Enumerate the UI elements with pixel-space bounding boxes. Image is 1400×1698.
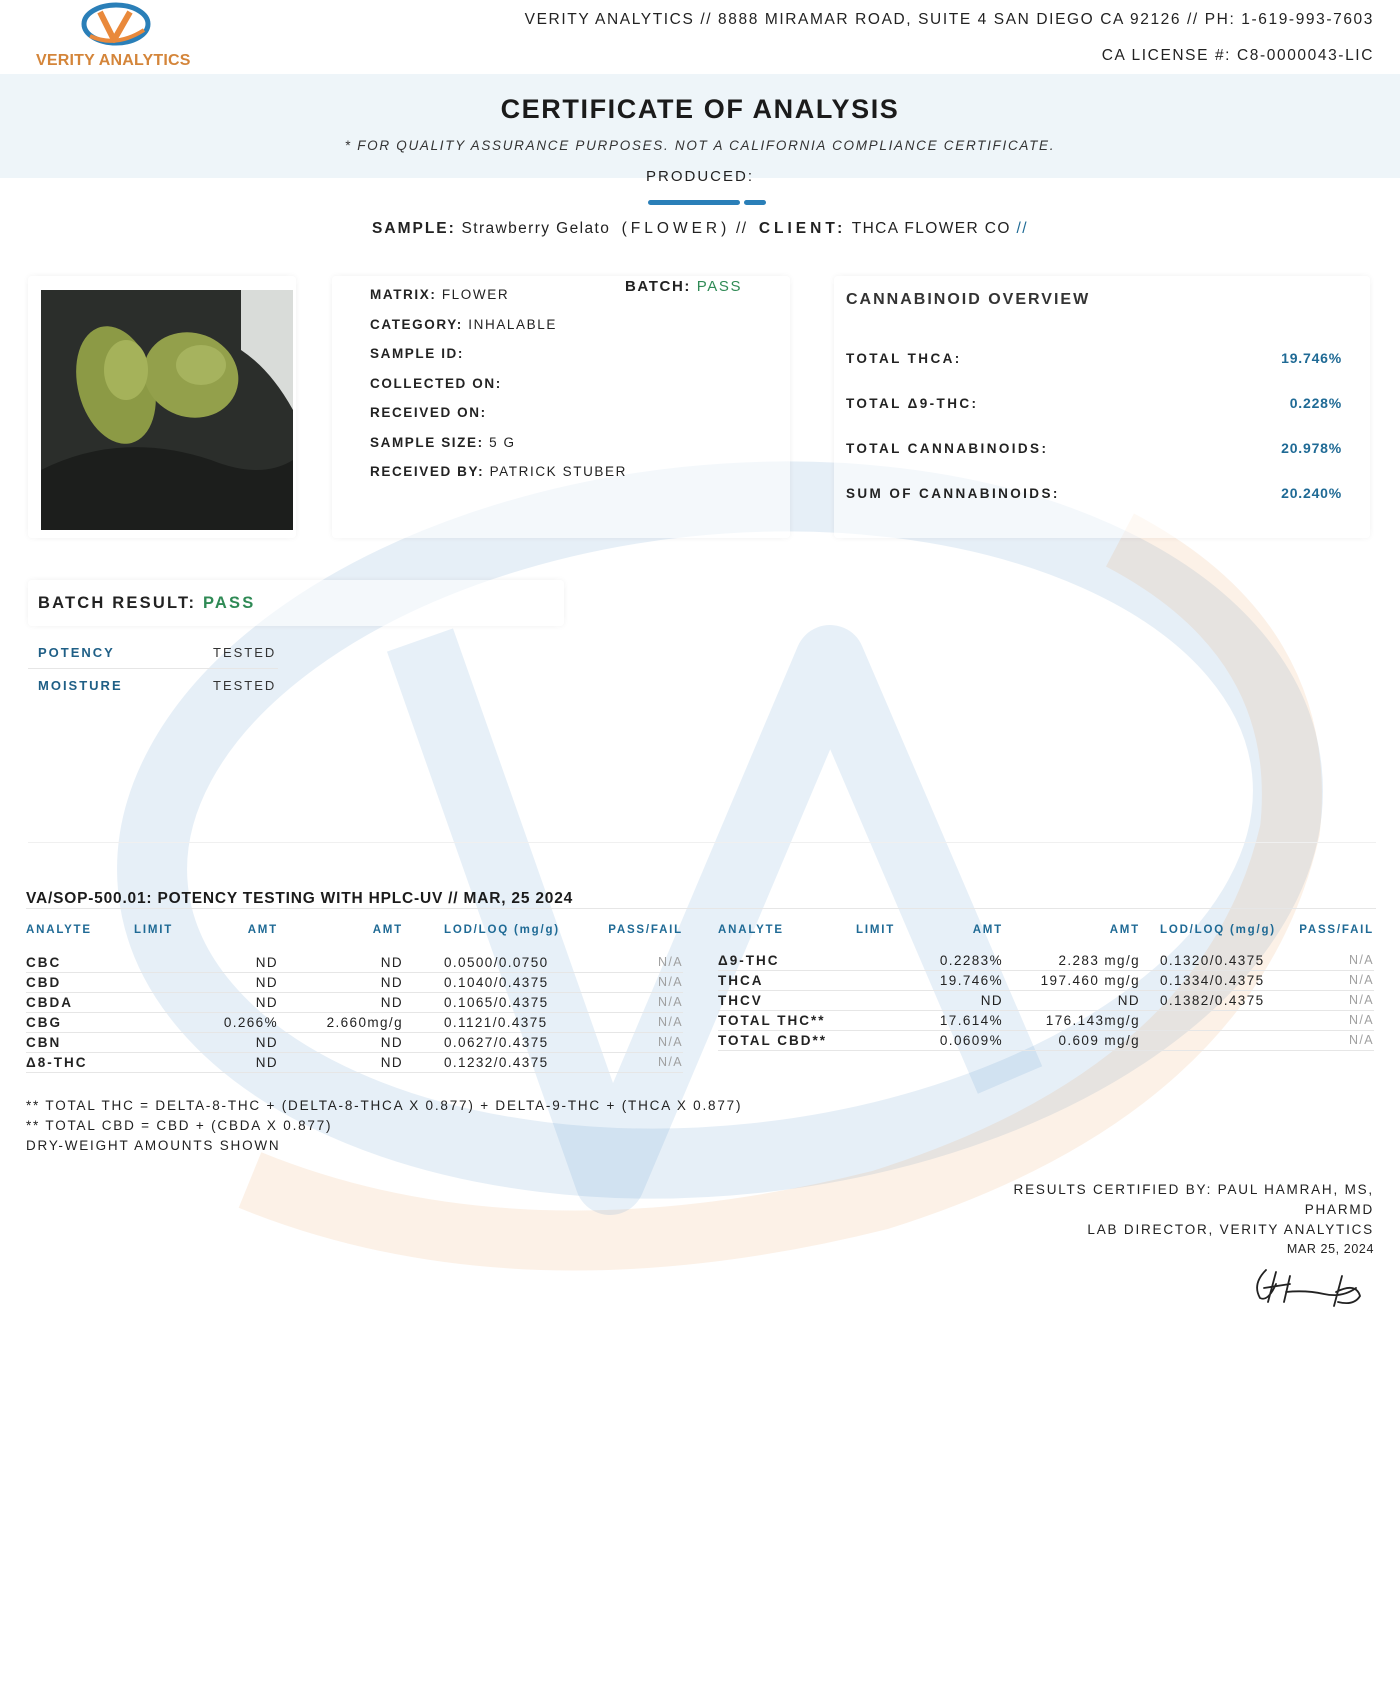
test-status: TESTED [213, 645, 277, 660]
lod-loq-cell: 0.0627/0.4375 [444, 1035, 549, 1050]
pass-fail-cell: N/A [1348, 953, 1374, 967]
column-header: PASS/FAIL [608, 924, 683, 936]
analyte-cell: TOTAL CBD** [718, 1033, 828, 1048]
row-divider [718, 990, 1374, 991]
signature-icon [1246, 1262, 1370, 1312]
row-divider [26, 1052, 683, 1053]
sample-size-label: SAMPLE SIZE: [370, 435, 484, 450]
amount-percent-cell: ND [255, 955, 278, 970]
certified-degree: PHARMD [1304, 1202, 1374, 1217]
amount-mg-cell: ND [380, 955, 403, 970]
sample-size-row [370, 435, 516, 450]
pass-fail-cell: N/A [657, 1035, 683, 1049]
overview-value: 20.240% [1281, 485, 1342, 501]
overview-value: 19.746% [1281, 350, 1342, 366]
pass-fail-cell: N/A [657, 1055, 683, 1069]
analyte-cell: CBDA [26, 995, 73, 1010]
amount-percent-cell: 17.614% [939, 1013, 1003, 1028]
column-header: ANALYTE [26, 924, 92, 936]
amount-mg-cell: 0.609 mg/g [1058, 1033, 1140, 1048]
certified-title: LAB DIRECTOR, VERITY ANALYTICS [1087, 1222, 1374, 1237]
amount-mg-cell: 2.660mg/g [326, 1015, 403, 1030]
received-by-row [370, 464, 627, 479]
accent-bar [648, 200, 740, 205]
pass-fail-cell: N/A [1348, 993, 1374, 1007]
category-row [370, 317, 557, 332]
analyte-cell: THCA [718, 973, 764, 988]
pass-fail-cell: N/A [1348, 973, 1374, 987]
column-header: PASS/FAIL [1299, 924, 1374, 936]
amount-mg-cell: 176.143mg/g [1045, 1013, 1140, 1028]
lod-loq-cell: 0.1334/0.4375 [1160, 973, 1265, 988]
analyte-cell: CBG [26, 1015, 62, 1030]
disclaimer: * FOR QUALITY ASSURANCE PURPOSES. NOT A CALIFORNIA COMPLIANCE CERTIFICATE. [344, 138, 1056, 153]
row-divider [26, 1072, 683, 1073]
batch-row [625, 278, 742, 295]
row-divider [26, 1032, 683, 1033]
test-status: TESTED [213, 678, 277, 693]
amount-percent-cell: ND [255, 1055, 278, 1070]
footnote: ** TOTAL THC = DELTA-8-THC + (DELTA-8-THCA X 0.877) + DELTA-9-THC + (THCA X 0.877) [26, 1098, 743, 1113]
overview-label: TOTAL Δ9-THC: [846, 396, 979, 411]
overview-label: TOTAL CANNABINOIDS: [846, 441, 1049, 456]
amount-percent-cell: ND [980, 993, 1003, 1008]
pass-fail-cell: N/A [657, 955, 683, 969]
separator: // [736, 220, 748, 237]
certified-by: RESULTS CERTIFIED BY: PAUL HAMRAH, MS, [1013, 1182, 1374, 1197]
received-label: RECEIVED ON: [370, 405, 487, 420]
pass-fail-cell: N/A [1348, 1013, 1374, 1027]
collected-row [370, 376, 502, 391]
amount-mg-cell: ND [380, 975, 403, 990]
received-by-value: PATRICK STUBER [489, 464, 627, 479]
lod-loq-cell: 0.1121/0.4375 [444, 1015, 548, 1030]
analyte-cell: CBN [26, 1035, 62, 1050]
matrix-label: MATRIX: [370, 287, 437, 302]
sample-line [0, 220, 1400, 238]
brand-name: VERITY ANALYTICS [36, 52, 191, 69]
amount-percent-cell: 19.746% [939, 973, 1003, 988]
category-label: CATEGORY: [370, 317, 463, 332]
footnote: DRY-WEIGHT AMOUNTS SHOWN [26, 1138, 281, 1153]
lod-loq-cell: 0.1382/0.4375 [1160, 993, 1265, 1008]
matrix-row [370, 287, 509, 302]
pass-fail-cell: N/A [657, 975, 683, 989]
batch-result-heading [38, 594, 255, 613]
amount-mg-cell: 2.283 mg/g [1058, 953, 1140, 968]
column-header: LOD/LOQ (mg/g) [444, 924, 560, 936]
row-divider [718, 1010, 1374, 1011]
sample-size-value: 5 G [489, 435, 516, 450]
column-header: LIMIT [134, 924, 174, 936]
divider [26, 908, 1376, 909]
category-value: INHALABLE [468, 317, 557, 332]
sample-type: (FLOWER) [621, 220, 731, 237]
potency-title: VA/SOP-500.01: POTENCY TESTING WITH HPLC-UV // MAR, 25 2024 [26, 890, 574, 907]
page-title: CERTIFICATE OF ANALYSIS [500, 94, 900, 124]
amount-mg-cell: ND [380, 1055, 403, 1070]
analyte-cell: Δ9-THC [718, 953, 780, 968]
sample-id-label: SAMPLE ID: [370, 346, 465, 361]
batch-result-value: PASS [202, 594, 256, 612]
received-row [370, 405, 487, 420]
row-divider [26, 992, 683, 993]
pass-fail-cell: N/A [657, 1015, 683, 1029]
batch-result-label: BATCH RESULT: [38, 594, 197, 612]
separator: // [1016, 220, 1028, 237]
pass-fail-cell: N/A [1348, 1033, 1374, 1047]
divider [28, 668, 278, 669]
client-label: CLIENT: [758, 220, 847, 237]
column-header: LIMIT [856, 924, 896, 936]
footnote: ** TOTAL CBD = CBD + (CBDA X 0.877) [26, 1118, 333, 1133]
amount-mg-cell: 197.460 mg/g [1040, 973, 1140, 988]
overview-title: CANNABINOID OVERVIEW [846, 291, 1091, 308]
batch-value: PASS [696, 278, 743, 295]
analyte-cell: CBC [26, 955, 62, 970]
amount-percent-cell: ND [255, 995, 278, 1010]
overview-value: 0.228% [1289, 395, 1342, 411]
lod-loq-cell: 0.1232/0.4375 [444, 1055, 549, 1070]
sample-id-row [370, 346, 464, 361]
row-divider [718, 970, 1374, 971]
analyte-cell: TOTAL THC** [718, 1013, 826, 1028]
divider [28, 842, 1376, 843]
amount-mg-cell: ND [380, 1035, 403, 1050]
license-line: CA LICENSE #: C8-0000043-LIC [1101, 47, 1374, 64]
column-header: LOD/LOQ (mg/g) [1160, 924, 1276, 936]
amount-percent-cell: 0.2283% [939, 953, 1003, 968]
sample-label: SAMPLE: [372, 220, 456, 237]
overview-label: TOTAL THCA: [846, 351, 962, 366]
accent-bar-small [744, 200, 766, 205]
amount-percent-cell: ND [255, 1035, 278, 1050]
title-band [0, 74, 1400, 178]
overview-value: 20.978% [1281, 440, 1342, 456]
amount-mg-cell: ND [380, 995, 403, 1010]
client-value: THCA FLOWER CO [851, 220, 1011, 237]
sample-photo [41, 290, 293, 530]
lod-loq-cell: 0.1320/0.4375 [1160, 953, 1265, 968]
test-label: MOISTURE [38, 678, 123, 693]
pass-fail-cell: N/A [657, 995, 683, 1009]
analyte-cell: Δ8-THC [26, 1055, 88, 1070]
row-divider [26, 972, 683, 973]
sample-value: Strawberry Gelato [461, 220, 611, 237]
batch-label: BATCH: [625, 278, 691, 295]
analyte-cell: CBD [26, 975, 62, 990]
amount-mg-cell: ND [1117, 993, 1140, 1008]
matrix-value: FLOWER [441, 287, 510, 302]
column-header: AMT [372, 924, 403, 936]
overview-label: SUM OF CANNABINOIDS: [846, 486, 1060, 501]
certified-date: MAR 25, 2024 [1286, 1242, 1374, 1256]
row-divider [26, 1012, 683, 1013]
amount-percent-cell: 0.266% [223, 1015, 278, 1030]
row-divider [718, 1050, 1374, 1051]
analyte-cell: THCV [718, 993, 763, 1008]
row-divider [718, 1030, 1374, 1031]
column-header: AMT [247, 924, 278, 936]
test-label: POTENCY [38, 645, 115, 660]
address-line: VERITY ANALYTICS // 8888 MIRAMAR ROAD, SUITE 4 SAN DIEGO CA 92126 // PH: 1-619-993-7603 [524, 11, 1374, 28]
column-header: AMT [1109, 924, 1140, 936]
lod-loq-cell: 0.0500/0.0750 [444, 955, 549, 970]
amount-percent-cell: 0.0609% [939, 1033, 1003, 1048]
lod-loq-cell: 0.1040/0.4375 [444, 975, 549, 990]
received-by-label: RECEIVED BY: [370, 464, 485, 479]
lod-loq-cell: 0.1065/0.4375 [444, 995, 549, 1010]
column-header: AMT [972, 924, 1003, 936]
amount-percent-cell: ND [255, 975, 278, 990]
column-header: ANALYTE [718, 924, 784, 936]
produced-label: PRODUCED: [645, 168, 754, 185]
collected-label: COLLECTED ON: [370, 376, 502, 391]
